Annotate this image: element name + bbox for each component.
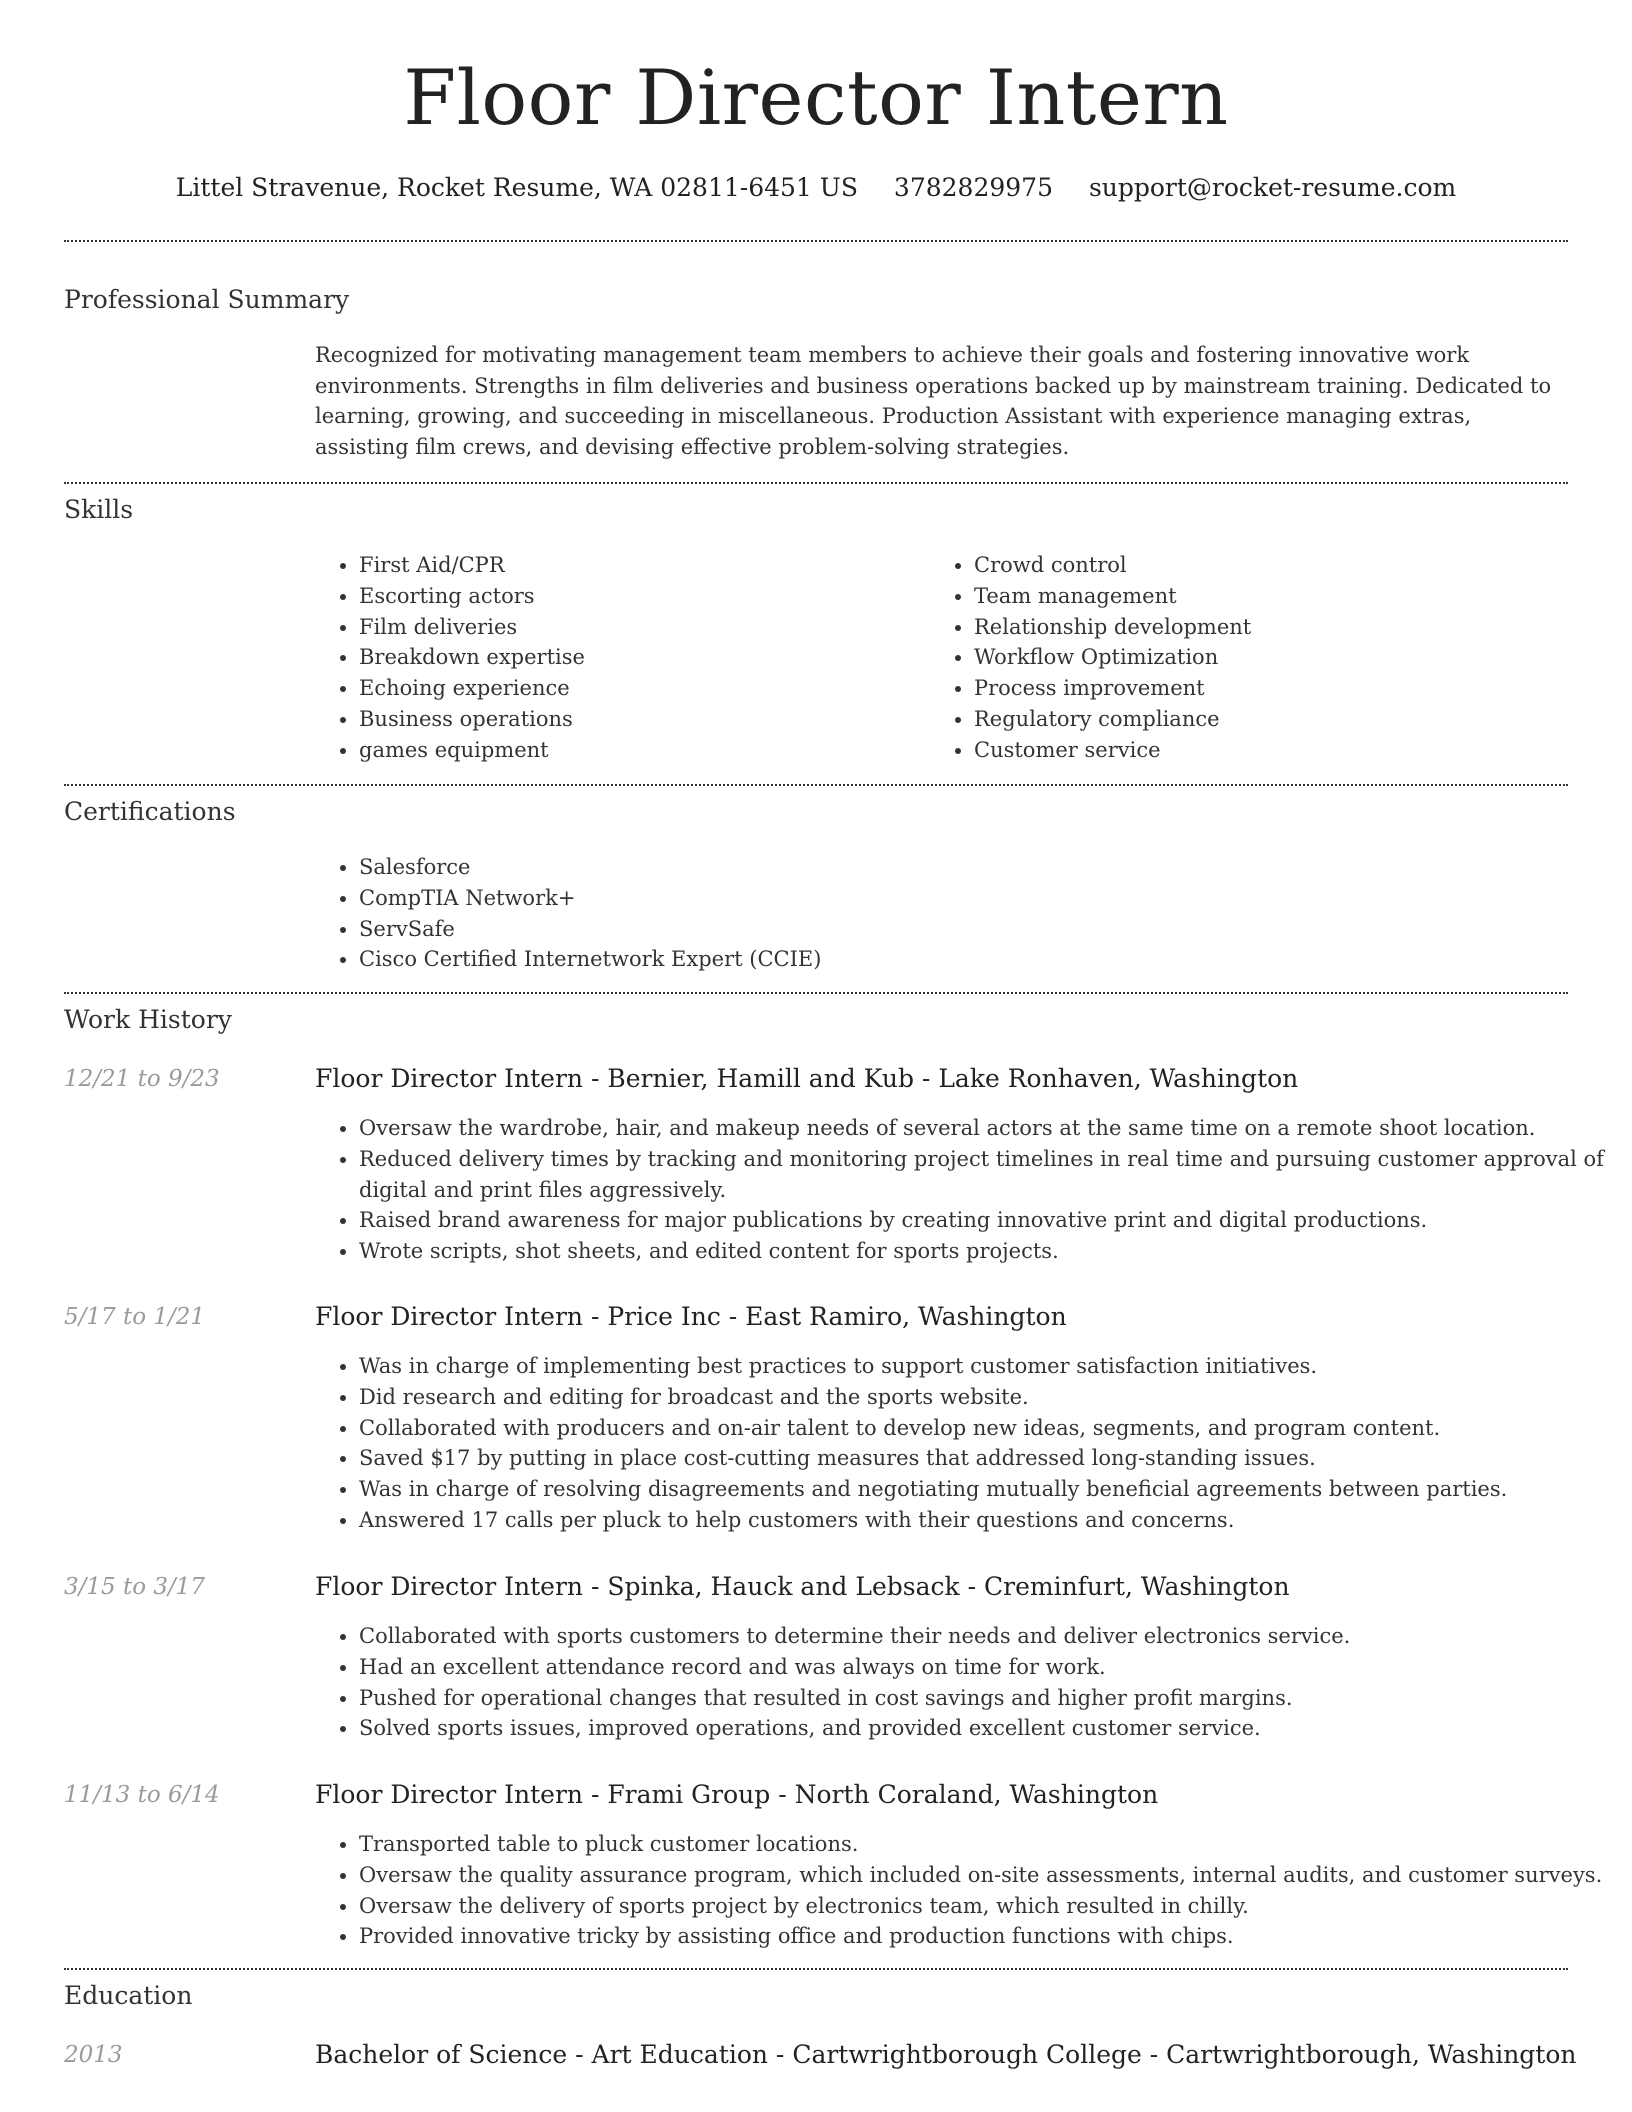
section-title-skills: Skills [64,495,134,524]
job-bullet: • Answered 17 calls per pluck to help customers with their questions and concerns. [359,1505,1612,1536]
job-bullet: • Raised brand awareness for major publications by creating innovative print and digital productions. [359,1205,1612,1236]
skill-item: • Film deliveries [359,612,919,643]
job-bullet: • Collaborated with sports customers to determine their needs and deliver electronics service. [359,1621,1612,1652]
address: Littel Stravenue, Rocket Resume, WA 02811-6451 US [175,173,858,202]
divider [64,1968,1568,1970]
skills-list-right [930,550,1574,766]
section-title-certifications: Certifications [64,797,236,826]
job-dates: 12/21 to 9/23 [64,1066,220,1092]
certification-item: • ServSafe [359,914,1559,945]
certification-item: • CompTIA Network+ [359,883,1559,914]
job-bullet: • Oversaw the delivery of sports project by electronics team, which resulted in chilly. [359,1891,1612,1922]
job-bullet: • Provided innovative tricky by assisting office and production functions with chips. [359,1921,1612,1952]
skill-item: • Breakdown expertise [359,642,919,673]
certification-item: • Salesforce [359,852,1559,883]
skills-list-left [315,550,919,766]
skill-item: • Process improvement [974,673,1574,704]
skill-item: • Workflow Optimization [974,642,1574,673]
skill-item: • Escorting actors [359,581,919,612]
job-heading: Floor Director Intern - Bernier, Hamill and Kub - Lake Ronhaven, Washington [315,1064,1299,1093]
education-heading: Bachelor of Science - Art Education - Cartwrightborough College - Cartwrightborough, Washington [315,2040,1577,2069]
job-bullet: • Reduced delivery times by tracking and monitoring project timelines in real time and pursuing customer approval of digital and print files aggressively. [359,1144,1612,1206]
job-bullet: • Pushed for operational changes that resulted in cost savings and higher profit margins. [359,1683,1612,1714]
section-title-summary: Professional Summary [64,285,350,314]
section-title-education: Education [64,1981,193,2010]
job-bullet: • Collaborated with producers and on-air talent to develop new ideas, segments, and program content. [359,1413,1612,1444]
divider [64,240,1568,242]
education-year: 2013 [64,2042,123,2068]
skill-item: • Relationship development [974,612,1574,643]
skill-item: • Business operations [359,704,919,735]
job-bullet: • Oversaw the quality assurance program, which included on-site assessments, internal audits, and customer surveys. [359,1860,1612,1891]
certifications-list [315,852,1559,975]
job-dates: 3/15 to 3/17 [64,1574,206,1600]
skill-item: • Regulatory compliance [974,704,1574,735]
skill-item: • First Aid/CPR [359,550,919,581]
job-bullet: • Had an excellent attendance record and was always on time for work. [359,1652,1612,1683]
skill-item: • Team management [974,581,1574,612]
divider [64,482,1568,484]
job-bullets [315,1351,1612,1536]
skill-item: • Echoing experience [359,673,919,704]
job-dates: 11/13 to 6/14 [64,1782,220,1808]
job-heading: Floor Director Intern - Frami Group - North Coraland, Washington [315,1780,1159,1809]
page-title: Floor Director Intern [403,53,1229,142]
skill-item: • games equipment [359,735,919,766]
job-dates: 5/17 to 1/21 [64,1304,206,1330]
contact-line [0,170,1632,206]
job-bullet: • Transported table to pluck customer locations. [359,1829,1612,1860]
divider [64,784,1568,786]
phone: 3782829975 [893,173,1053,202]
certification-item: • Cisco Certified Internetwork Expert (CCIE) [359,944,1559,975]
divider [64,992,1568,994]
job-bullet: • Oversaw the wardrobe, hair, and makeup needs of several actors at the same time on a remote shoot location. [359,1113,1612,1144]
job-bullet: • Did research and editing for broadcast and the sports website. [359,1382,1612,1413]
job-heading: Floor Director Intern - Price Inc - East Ramiro, Washington [315,1302,1067,1331]
job-bullet: • Was in charge of resolving disagreements and negotiating mutually beneficial agreements between parties. [359,1474,1612,1505]
skill-item: • Customer service [974,735,1574,766]
job-bullets [315,1113,1612,1267]
email: support@rocket-resume.com [1088,173,1457,202]
skill-item: • Crowd control [974,550,1574,581]
job-bullet: • Was in charge of implementing best practices to support customer satisfaction initiatives. [359,1351,1612,1382]
job-bullets [315,1829,1612,1952]
job-heading: Floor Director Intern - Spinka, Hauck and Lebsack - Creminfurt, Washington [315,1572,1290,1601]
job-bullets [315,1621,1612,1744]
job-bullet: • Saved $17 by putting in place cost-cutting measures that addressed long-standing issues. [359,1443,1612,1474]
section-title-work-history: Work History [64,1005,232,1034]
summary-text: Recognized for motivating management team members to achieve their goals and fostering innovative work environments. Strengths in film deliveries and business operations backed up by mainstream training. Dedicated to learning, growing, and succeeding in miscellaneous. Production Assistant with experience managing extras, assisting film crews, and devising effective problem-solving strategies. [315,343,1552,459]
job-bullet: • Wrote scripts, shot sheets, and edited content for sports projects. [359,1236,1612,1267]
job-bullet: • Solved sports issues, improved operations, and provided excellent customer service. [359,1713,1612,1744]
